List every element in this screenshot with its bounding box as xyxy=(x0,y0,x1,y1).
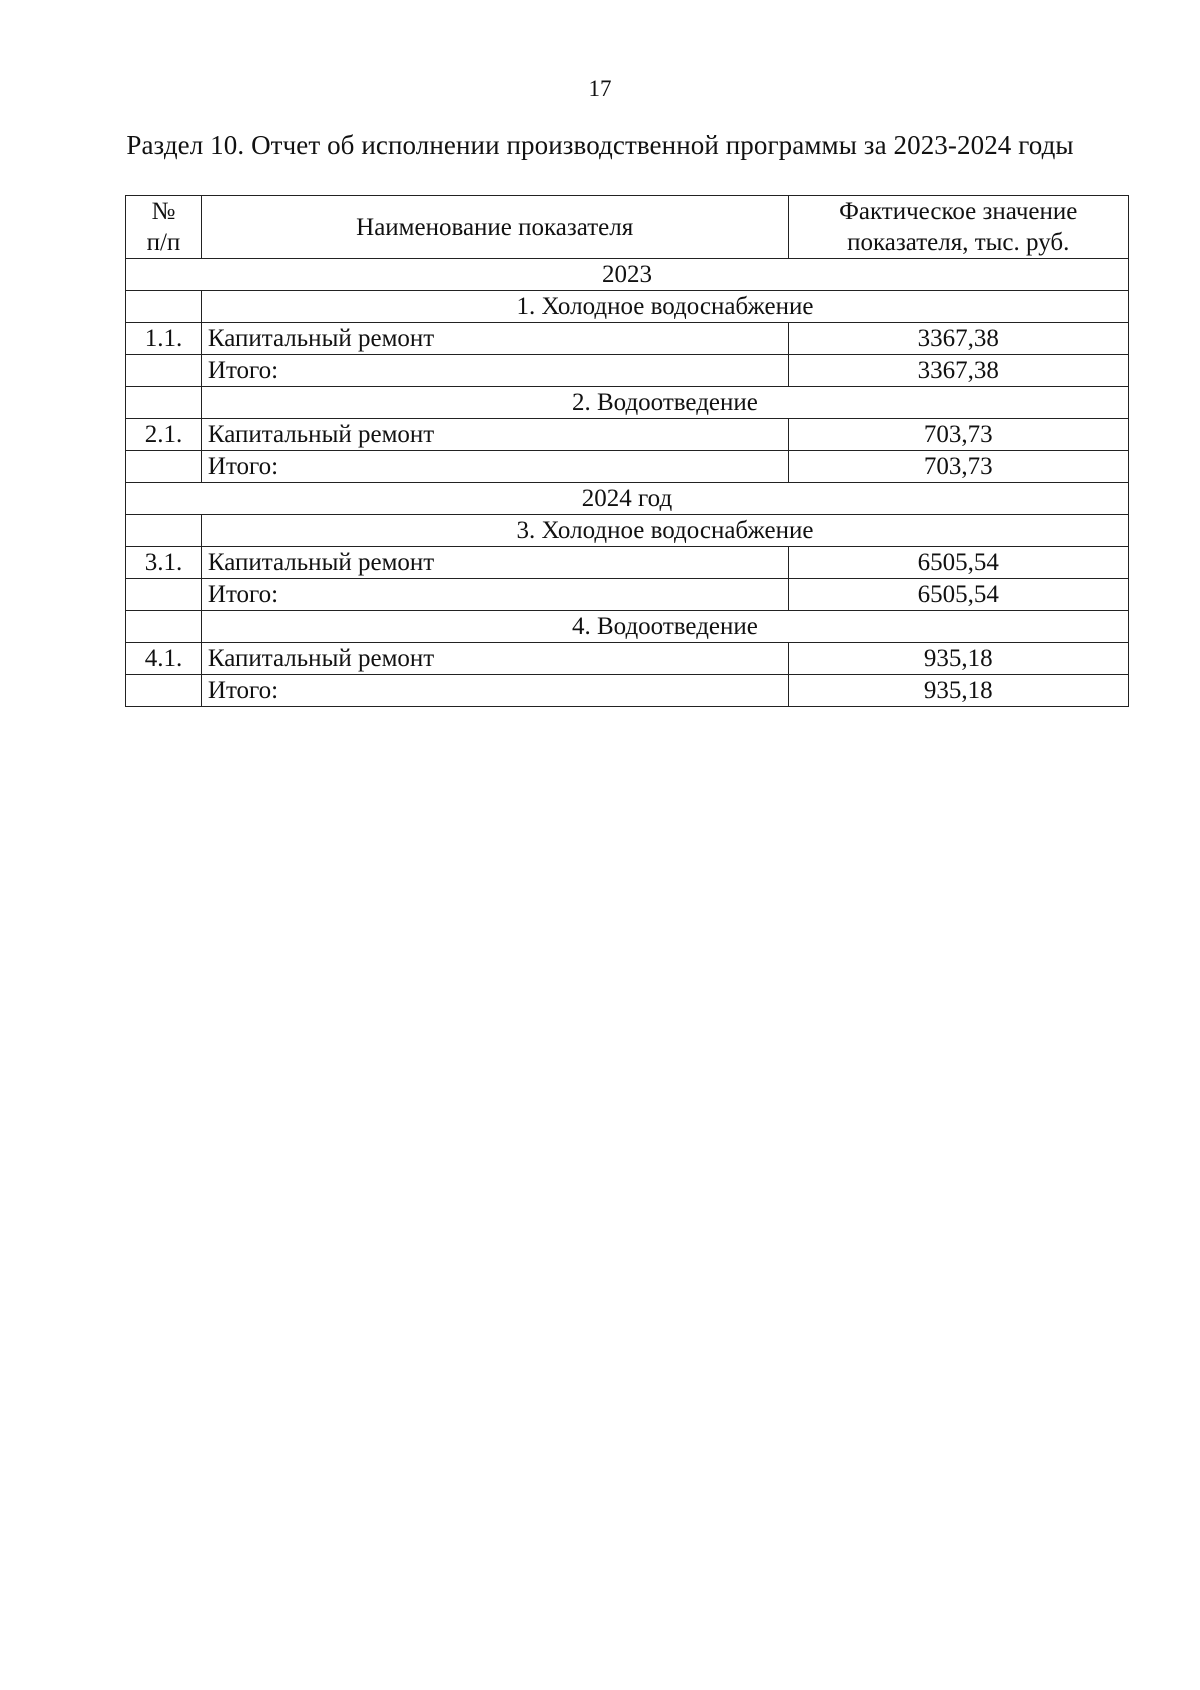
row-number: 2.1. xyxy=(126,419,202,451)
row-number: 1.1. xyxy=(126,323,202,355)
row-number xyxy=(126,579,202,611)
table-row xyxy=(126,419,1129,451)
table-header-row xyxy=(126,196,1129,259)
section-row xyxy=(126,291,1129,323)
table-row xyxy=(126,451,1129,483)
row-number xyxy=(126,355,202,387)
row-actual-value: 6505,54 xyxy=(788,579,1129,611)
section-number-cell xyxy=(126,611,202,643)
header-number-line2: п/п xyxy=(146,229,181,256)
header-indicator-name: Наименование показателя xyxy=(201,196,788,259)
section-title: 4. Водоотведение xyxy=(201,611,1128,643)
header-number-line1: № xyxy=(151,198,176,225)
table-row xyxy=(126,355,1129,387)
header-number xyxy=(126,196,202,259)
section-number-cell xyxy=(126,291,202,323)
year-label: 2024 год xyxy=(126,483,1129,515)
table-row xyxy=(126,547,1129,579)
row-indicator-name: Капитальный ремонт xyxy=(201,323,788,355)
section-number-cell xyxy=(126,387,202,419)
section-title: 3. Холодное водоснабжение xyxy=(201,515,1128,547)
header-value-line2: показателя, тыс. руб. xyxy=(847,229,1070,256)
row-number: 3.1. xyxy=(126,547,202,579)
year-row xyxy=(126,259,1129,291)
row-number: 4.1. xyxy=(126,643,202,675)
row-indicator-name: Капитальный ремонт xyxy=(201,419,788,451)
row-indicator-name: Итого: xyxy=(201,451,788,483)
row-actual-value: 935,18 xyxy=(788,675,1129,707)
section-title: Раздел 10. Отчет об исполнении производственной программы за 2023-2024 годы xyxy=(126,130,1074,160)
year-label: 2023 xyxy=(126,259,1129,291)
section-title: 1. Холодное водоснабжение xyxy=(201,291,1128,323)
section-row xyxy=(126,611,1129,643)
section-title: 2. Водоотведение xyxy=(201,387,1128,419)
report-table xyxy=(125,195,1129,707)
row-number xyxy=(126,451,202,483)
row-actual-value: 3367,38 xyxy=(788,323,1129,355)
report-table-body xyxy=(126,196,1129,707)
page-number: 17 xyxy=(588,76,612,101)
section-number-cell xyxy=(126,515,202,547)
header-value-line1: Фактическое значение xyxy=(839,198,1078,225)
row-indicator-name: Итого: xyxy=(201,355,788,387)
table-row xyxy=(126,323,1129,355)
row-indicator-name: Капитальный ремонт xyxy=(201,643,788,675)
row-actual-value: 6505,54 xyxy=(788,547,1129,579)
row-number xyxy=(126,675,202,707)
row-indicator-name: Итого: xyxy=(201,675,788,707)
table-row xyxy=(126,675,1129,707)
table-row xyxy=(126,579,1129,611)
row-actual-value: 703,73 xyxy=(788,419,1129,451)
section-row xyxy=(126,515,1129,547)
row-indicator-name: Итого: xyxy=(201,579,788,611)
row-actual-value: 935,18 xyxy=(788,643,1129,675)
table-row xyxy=(126,643,1129,675)
row-actual-value: 703,73 xyxy=(788,451,1129,483)
section-row xyxy=(126,387,1129,419)
year-row xyxy=(126,483,1129,515)
row-indicator-name: Капитальный ремонт xyxy=(201,547,788,579)
header-actual-value xyxy=(788,196,1129,259)
row-actual-value: 3367,38 xyxy=(788,355,1129,387)
